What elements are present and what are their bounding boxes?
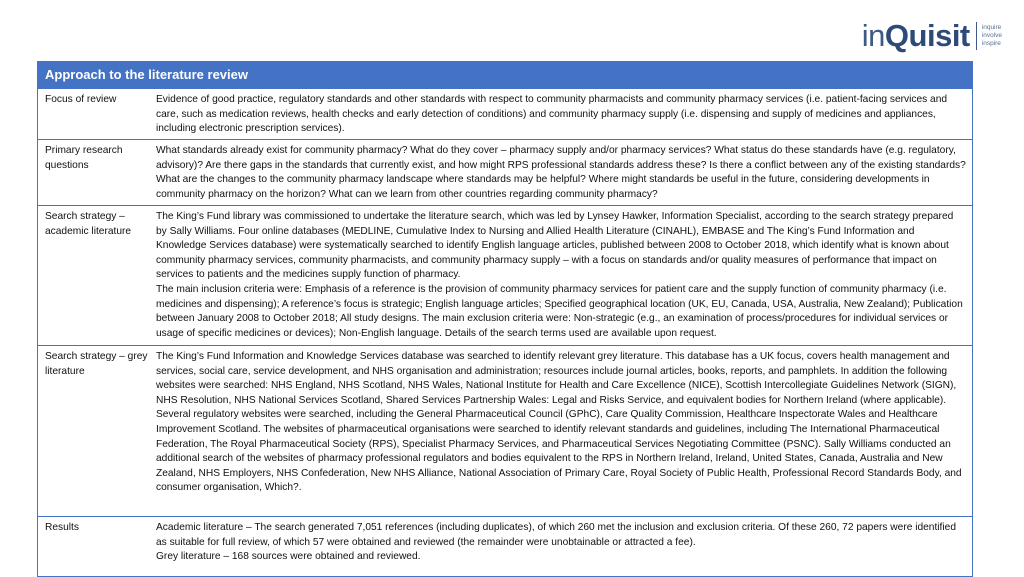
logo-divider xyxy=(976,22,977,50)
table-row-academic-strategy xyxy=(38,205,972,345)
row-paragraph: What standards already exist for community pharmacy? What do they cover – pharmacy supply and/or pharmacy services? What status do these standards have (e.g. regulatory, advisory)? Are there gaps in the standards that currently exist, and how might RPS professional standards address these? Is there a conflict between any of the existing standards? What are the changes to the community pharmacy landscape where standards may be helpful? Where might standards be useful in the future, considering developments in community pharmacy on the horizon? What can we learn from other countries regarding community pharmacy? xyxy=(156,145,966,200)
row-content xyxy=(156,517,972,576)
row-paragraph: Evidence of good practice, regulatory standards and other standards with respect to community pharmacists and community pharmacy services (i.e. patient-facing services and care, such as medication reviews, health checks and early detection of conditions) and community pharmacy supply (i.e. dispensing and supply of medicines and appliances, including electronic prescription services). xyxy=(156,94,948,135)
row-content xyxy=(156,89,972,139)
table-title: Approach to the literature review xyxy=(38,62,972,88)
row-label: Search strategy – grey literature xyxy=(45,351,148,377)
inquisit-logo xyxy=(862,20,1002,52)
logo-brand-prefix: in xyxy=(861,18,885,53)
logo-tagline-word: involve xyxy=(981,32,1002,39)
row-paragraph: Academic literature – The search generated 7,051 references (including duplicates), of which 260 met the inclusion and exclusion criteria. Of these 260, 72 papers were identified as suitable for full review, of which 57 were obtained and reviewed (the remainder were unobtainable or attracted a fee). xyxy=(156,522,956,548)
logo-brand-highlight: Quisit xyxy=(884,18,970,53)
logo-wordmark xyxy=(862,20,970,52)
row-paragraph: The King’s Fund Information and Knowledge Services database was searched to identify relevant grey literature. This database has a UK focus, covers health management and services, social care, service development, and NHS organisation and administration; resources include journal articles, books, reports, and pamphlets. In addition the following websites were searched: NHS England, NHS Scotland, NHS Wales, National Institute for Health and Care Excellence (NICE), Scottish Intercollegiate Guidelines Network (SIGN), NHS Resolution, NHS National Services Scotland, Shared Services Partnership Wales: Legal and Risks Service, and equivalent bodies for Northern Ireland (where applicable). Several regulatory websites were searched, including the General Pharmaceutical Council (GPhC), Care Quality Commission, Healthcare Inspectorate Wales and Healthcare Improvement Scotland. The websites of pharmaceutical organisations were searched to identify relevant standards and guidelines, including The International Pharmaceutical Federation, The Royal Pharmaceutical Society (RPS), Specialist Pharmacy Services, and Pharmaceutical Services Negotiating Committee (PSNC). Sally Williams conducted an additional search of the websites of pharmacy professional regulators and bodies equivalent to the RPS in Northern Ireland, Ireland, United States, Canada, Australia and New Zealand, NHS Employers, NHS Confederation, New NHS Alliance, National Association of Primary Care, Royal Society of Public Health, Professional Record Standards Body, and consumer organisation, Which?. xyxy=(156,351,962,494)
row-label: Focus of review xyxy=(45,94,117,105)
table-row-results xyxy=(38,516,972,576)
row-paragraph: Grey literature – 168 sources were obtained and reviewed. xyxy=(156,551,421,563)
row-content xyxy=(156,140,972,205)
row-paragraph: The main inclusion criteria were: Emphasis of a reference is the provision of community pharmacy services for patient care and the supply function of community pharmacy (i.e. medicines and dispensing); A reference’s focus is strategic; English language articles; Specified geographical location (UK, EU, Canada, USA, Australia, New Zealand); Publication between January 2008 to October 2018; All study designs. The main exclusion criteria were: Non-strategic (e.g., an examination of process/procedures for individual services or usage of specific medicines or devices); Non-English language. Details of the search terms used are available upon request. xyxy=(156,283,963,339)
table-row-grey-strategy xyxy=(38,345,972,516)
row-label: Results xyxy=(45,522,79,533)
logo-tagline xyxy=(982,24,1002,48)
table-row-focus xyxy=(38,88,972,139)
row-content xyxy=(156,346,972,516)
literature-review-table xyxy=(37,61,973,577)
row-content xyxy=(156,206,972,345)
row-paragraph: The King’s Fund library was commissioned to undertake the literature search, which was led by Lynsey Hawker, Information Specialist, according to the search strategy prepared by Sally Williams. Four online databases (MEDLINE, Cumulative Index to Nursing and Allied Health Literature (CINAHL), EMBASE and The King’s Fund Information and Knowledge Services database) were systematically searched to identify English language articles, published between 2008 to October 2018, which identify what is known about community pharmacy services, community pharmacists, and community pharmacy supply – with a focus on standards and/or quality measures of performance that impact on services to patients and the medicines supply function of pharmacy. xyxy=(156,211,954,281)
row-label: Primary research questions xyxy=(45,145,123,171)
logo-tagline-word: inquire xyxy=(981,24,1002,31)
table-row-research-questions xyxy=(38,139,972,205)
row-label: Search strategy – academic literature xyxy=(45,211,132,237)
logo-tagline-word: inspire xyxy=(981,40,1001,47)
